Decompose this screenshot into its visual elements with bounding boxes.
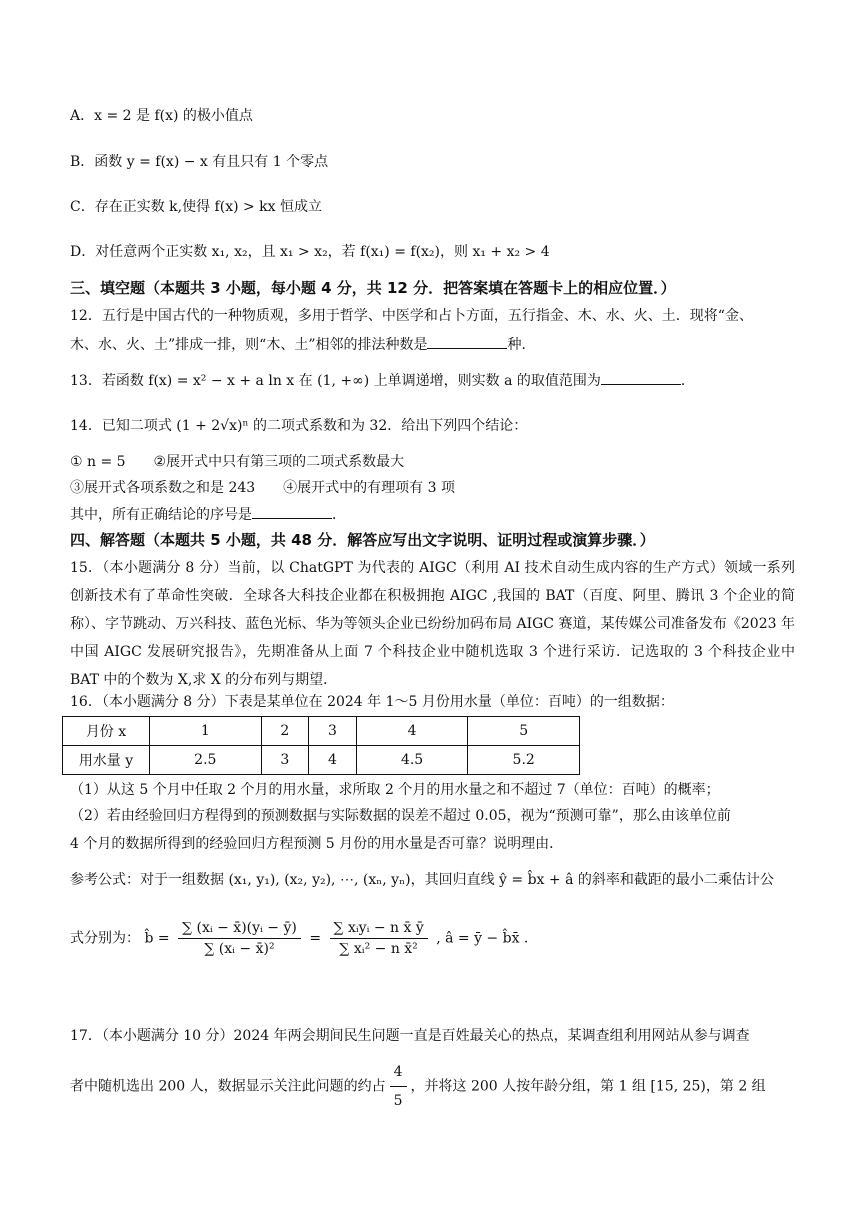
table-cell: 3: [261, 746, 309, 775]
formula-label: 式分别为：: [70, 930, 140, 947]
fraction-numerator: 4: [390, 1060, 407, 1087]
fraction-1-denominator: ∑ (xᵢ − x̄)²: [204, 941, 275, 957]
option-b: B．函数 y = f(x) − x 有且只有 1 个零点: [70, 154, 329, 170]
question-16-part2-line1: （2）若由经验回归方程得到的预测数据与实际数据的误差不超过 0.05，视为“预测可靠”，那么由该单位前: [70, 808, 731, 824]
table-row: [63, 746, 580, 775]
table-row: [63, 717, 580, 746]
question-13: [70, 370, 695, 391]
question-16-part1: （1）从这 5 个月中任取 2 个月的用水量，求所取 2 个月的用水量之和不超过 7（单位：百吨）的概率；: [70, 782, 720, 798]
question-17-fraction: [390, 1060, 407, 1113]
question-17-line2: [70, 1060, 766, 1113]
question-12-text: 木、水、火、土”排成一排，则“木、土”相邻的排法种数是: [70, 337, 428, 353]
option-a: A．x = 2 是 f(x) 的极小值点: [70, 108, 253, 124]
table-cell: 4: [309, 746, 357, 775]
question-14-conclusions-1-2: ① n = 5 ②展开式中只有第三项的二项式系数最大: [70, 454, 405, 470]
fraction-2-numerator: ∑ xᵢyᵢ − n x̄ ȳ: [330, 920, 428, 939]
table-cell: 2: [261, 717, 309, 746]
fraction-2-denominator: ∑ xᵢ² − n x̄²: [339, 941, 418, 957]
table-cell: 1: [150, 717, 262, 746]
question-14: 14．已知二项式 (1 + 2√x)ⁿ 的二项式系数和为 32．给出下列四个结论：: [70, 418, 528, 434]
question-13-suffix: ．: [680, 373, 695, 389]
question-12-suffix: 种．: [507, 337, 536, 353]
question-14-answer-text: 其中，所有正确结论的序号是: [70, 507, 252, 523]
option-c: C．存在正实数 k,使得 f(x) > kx 恒成立: [70, 199, 323, 215]
option-d: D．对任意两个正实数 x₁, x₂，且 x₁ > x₂，若 f(x₁) = f(x₂)，则 x₁ + x₂ > 4: [70, 244, 550, 260]
formula-a-hat: , â = ȳ − b̂x̄ .: [436, 930, 529, 947]
table-cell: 5: [468, 717, 580, 746]
table-cell: 4.5: [356, 746, 468, 775]
table-cell: 5.2: [468, 746, 580, 775]
question-17-text: 者中随机选出 200 人，数据显示关注此问题的约占: [70, 1078, 386, 1095]
question-15: 15．（本小题满分 8 分）当前，以 ChatGPT 为代表的 AIGC（利用 AI 技术自动生成内容的生产方式）领域一系列创新技术有了革命性突破．全球各大科技企业都在积极拥抱 AIGC ,我国的 BAT（百度、阿里、腾讯 3 个企业的简称）、字节跳动、万兴科技、蓝色光标、华为等领头企业已纷纷加码布局 AIGC 赛道，某传媒公司准备发布《2023 年中国 AIGC 发展研究报告》，先期准备从上面 7 个科技企业中随机选取 3 个进行采访．记选取的 3 个科技企业中 BAT 中的个数为 X,求 X 的分布列与期望．: [70, 560, 795, 688]
table-cell: 4: [356, 717, 468, 746]
regression-formula: 式分别为： b̂ = $\frac{\text{∑ (xᵢ − x̄)(yᵢ − ȳ)}}{\text{∑ (xᵢ − x̄)²}}$ = $\frac{\text{∑ xᵢyᵢ − n x̄ ȳ}}{\text{∑ xᵢ² − n x̄²}}$ , â = ȳ − b̂x̄ .: [70, 920, 529, 957]
question-17-suffix: ，并将这 200 人按年龄分组，第 1 组 [15, 25)，第 2 组: [410, 1078, 766, 1095]
fraction-denominator: 5: [393, 1093, 403, 1109]
water-usage-table: [62, 716, 580, 775]
table-cell: 3: [309, 717, 357, 746]
question-14-answer-suffix: ．: [332, 507, 346, 523]
table-header-month: 月份 x: [63, 717, 150, 746]
question-14-answer: [70, 504, 346, 525]
section3-heading: 三、填空题（本题共 3 小题，每小题 4 分，共 12 分．把答案填在答题卡上的相应位置．）: [70, 279, 676, 297]
answer-blank: [252, 504, 332, 519]
question-14-conclusions-3-4: ③展开式各项系数之和是 243 ④展开式中的有理项有 3 项: [70, 480, 455, 496]
reference-formula-text: 参考公式：对于一组数据 (x₁, y₁), (x₂, y₂), ⋯, (xₙ, yₙ)，其回归直线 ŷ = b̂x + â 的斜率和截距的最小二乘估计公: [70, 872, 774, 888]
table-cell: 2.5: [150, 746, 262, 775]
fraction-1-numerator: ∑ (xᵢ − x̄)(yᵢ − ȳ): [178, 920, 301, 939]
section4-heading: 四、解答题（本题共 5 小题，共 48 分．解答应写出文字说明、证明过程或演算步骤．）: [70, 531, 655, 549]
question-16-part2-line2: 4 个月的数据所得到的经验回归方程预测 5 月份的用水量是否可靠？说明理由．: [70, 836, 564, 852]
answer-blank: [427, 334, 507, 349]
formula-b-hat: b̂ =: [144, 930, 170, 947]
question-12-line2: [70, 334, 535, 355]
question-12-line1: 12．五行是中国古代的一种物质观，多用于哲学、中医学和占卜方面，五行指金、木、水、火、土．现将“金、: [70, 308, 753, 324]
formula-fraction-1: [178, 920, 301, 957]
question-13-text: 13．若函数 f(x) = x² − x + a ln x 在 (1, +∞) 上单调递增，则实数 a 的取值范围为: [70, 373, 601, 389]
question-16: 16．（本小题满分 8 分）下表是某单位在 2024 年 1～5 月份用水量（单位：百吨）的一组数据：: [70, 694, 674, 710]
table-header-water: 用水量 y: [63, 746, 150, 775]
question-17-line1: 17．（本小题满分 10 分）2024 年两会期间民生问题一直是百姓最关心的热点，某调查组利用网站从参与调查: [70, 1028, 750, 1044]
formula-fraction-2: [330, 920, 428, 957]
answer-blank: [601, 370, 681, 385]
